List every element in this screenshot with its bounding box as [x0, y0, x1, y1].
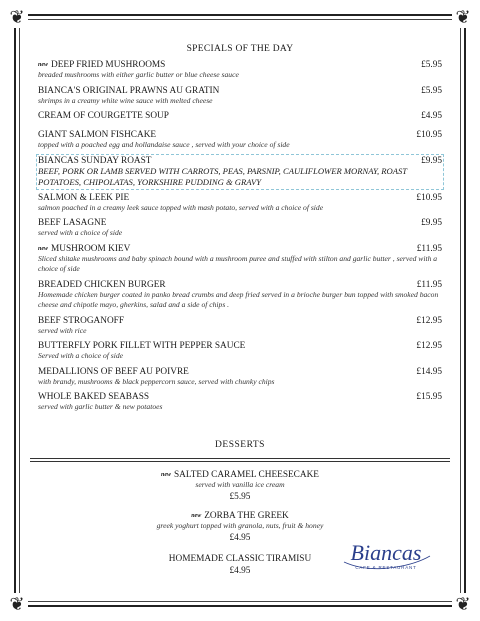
specials-title: SPECIALS OF THE DAY: [186, 44, 294, 54]
divider: [30, 458, 450, 459]
menu-item: [38, 218, 442, 239]
desserts-heading: DESSERTS: [215, 440, 265, 450]
corner-flourish-icon: ❦: [6, 6, 28, 28]
menu-item: [38, 316, 442, 337]
item-description: salmon poached in a creamy leek sauce topped with mash potato, served with a choice of side: [38, 202, 324, 212]
corner-flourish-icon: ❦: [452, 593, 474, 615]
item-description: Served with a choice of side: [38, 351, 123, 360]
item-price: £15.95: [416, 392, 442, 402]
item-name: MEDALLIONS OF BEEF AU POIVRE: [38, 366, 189, 377]
item-name: BIANCAS SUNDAY ROAST: [38, 155, 152, 166]
item-name: BREADED CHICKEN BURGER: [38, 279, 166, 290]
new-badge: new: [38, 62, 49, 68]
item-price: £5.95: [421, 85, 442, 96]
item-description: served with a choice of side: [38, 228, 123, 237]
item-price: £10.95: [416, 192, 442, 203]
specials-section: [38, 44, 442, 418]
new-badge: new: [38, 245, 49, 252]
menu-item: [38, 280, 442, 311]
item-name: CREAM OF COURGETTE SOUP: [38, 111, 169, 121]
item-name: MUSHROOM KIEV: [51, 243, 131, 254]
item-price: £10.95: [416, 130, 442, 140]
item-price: £11.95: [416, 279, 442, 290]
biancas-logo: [336, 534, 436, 574]
item-name: BEEF STROGANOFF: [38, 315, 125, 326]
dessert-name: HOMEMADE CLASSIC TIRAMISU: [168, 554, 312, 564]
menu-item: [38, 86, 442, 107]
menu-item: [38, 392, 442, 413]
item-name: BIANCA'S ORIGINAL PRAWNS AU GRATIN: [38, 85, 220, 96]
menu-item: [38, 367, 442, 388]
corner-flourish-icon: ❦: [6, 593, 28, 615]
divider: [30, 461, 450, 462]
item-price: £12.95: [416, 315, 442, 326]
new-badge: new: [161, 472, 172, 478]
dessert-description: greek yoghurt topped with granola, nuts, fruit & honey: [156, 521, 324, 530]
item-description: Sliced shitake mushrooms and baby spinach bound with a mushroom puree and stuffed with stilton and garlic butter , served with a choice of side: [38, 253, 438, 273]
item-description: BEEF, PORK OR LAMB SERVED WITH CARROTS, PEAS, PARSNIP, CAULIFLOWER MORNAY, ROAST POTATOES, CHIPOLATAS, YORKSHIRE PUDDING & GRAVY: [38, 165, 407, 187]
dessert-item: [90, 470, 390, 502]
dessert-price: £5.95: [229, 492, 251, 502]
menu-item: [38, 341, 442, 362]
dessert-description: served with vanilla ice cream: [195, 480, 285, 489]
dessert-price: £4.95: [229, 566, 251, 576]
item-description: Homemade chicken burger coated in panko bread crumbs and deep fried served in a brioche burger bun topped with smoked bacon cheese and chipotle mayo, gherkins, salad and a side of chips .: [38, 289, 439, 309]
menu-item: [38, 244, 442, 275]
item-description: breaded mushrooms with either garlic butter or blue cheese sauce: [38, 70, 239, 79]
item-name: WHOLE BAKED SEABASS: [38, 392, 150, 402]
menu-item: [38, 130, 442, 151]
menu-item-highlighted: [38, 156, 442, 188]
new-badge: new: [191, 513, 202, 519]
item-description: with brandy, mushrooms & black peppercorn sauce, served with chunky chips: [38, 376, 275, 386]
item-name: GIANT SALMON FISHCAKE: [38, 130, 157, 140]
item-description: served with rice: [38, 325, 87, 335]
logo-text: Biancas: [350, 540, 422, 565]
item-description: shrimps in a creamy white wine sauce with melted cheese: [38, 95, 213, 105]
item-description: topped with a poached egg and hollandaise sauce , served with your choice of side: [38, 140, 290, 149]
item-name: DEEP FRIED MUSHROOMS: [51, 60, 166, 70]
menu-item: [38, 111, 442, 121]
item-name: BEEF LASAGNE: [38, 218, 107, 228]
dessert-name: ZORBA THE GREEK: [204, 511, 289, 521]
item-price: £12.95: [416, 341, 442, 351]
item-name: BUTTERFLY PORK FILLET WITH PEPPER SAUCE: [38, 341, 246, 351]
item-name: SALMON & LEEK PIE: [38, 192, 130, 203]
logo-tagline: CAFE & RESTAURANT: [355, 565, 417, 570]
item-price: £9.95: [421, 155, 442, 166]
dessert-price: £4.95: [229, 533, 251, 543]
corner-flourish-icon: ❦: [452, 6, 474, 28]
menu-item: [38, 60, 442, 81]
item-price: £9.95: [421, 218, 442, 228]
dessert-name: SALTED CARAMEL CHEESECAKE: [174, 470, 319, 480]
item-price: £4.95: [421, 111, 442, 121]
item-price: £11.95: [416, 243, 442, 254]
item-description: served with garlic butter & new potatoes: [38, 402, 163, 411]
item-price: £5.95: [421, 60, 442, 70]
menu-item: [38, 193, 442, 214]
item-price: £14.95: [416, 366, 442, 377]
